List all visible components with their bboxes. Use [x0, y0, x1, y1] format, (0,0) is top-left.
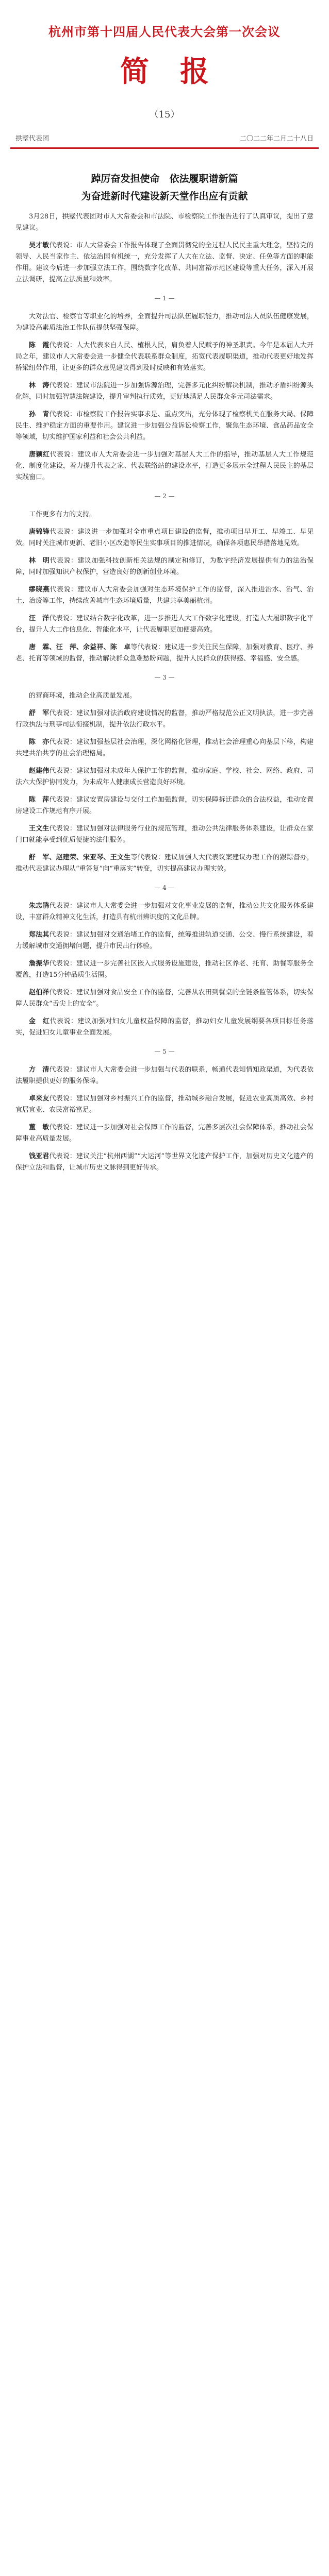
paragraph: 缪晓燕代表说：建议市人大常委会加强对生态环境保护工作的监督，深入推进治水、治气、治土、治废等工作，持续改善城市生态环境质量，共建共享美丽杭州。 — [15, 586, 314, 605]
page-number: — 3 — — [154, 674, 175, 681]
paragraph: 孙 青代表说：市检察院工作报告实事求是、重点突出，充分体现了检察机关在服务大局、保障民生、维护稳定方面的重要作用。建议进一步加强公益诉讼检察工作，聚焦生态环境、食品药品安全等领域，切实维护国家利益和社会公共利益。 — [15, 411, 314, 441]
headline-line-2: 为奋进新时代建设新天堂作出应有贡献 — [81, 191, 248, 202]
issue-number: （15） — [149, 109, 180, 120]
page-number: — 5 — — [154, 1048, 175, 1055]
briefing-title: 简报 — [120, 55, 240, 89]
paragraph: 唐颖红代表说：建议市人大常委会进一步加强对基层人大工作的指导，推动基层人大工作规范化、制度化建设，着力提升代表之家、代表联络站的建设水平，打造更多展示全过程人民民主的基层实践窗口。 — [15, 451, 314, 481]
paragraph: 3月28日，拱墅代表团对市人大常委会和市法院、市检察院工作报告进行了认真审议，提出了意见建议。 — [15, 213, 314, 232]
paragraph: 的营商环境，推动企业高质量发展。 — [29, 692, 137, 700]
paragraph: 赵建伟代表说：建议加强对未成年人保护工作的监督，推动家庭、学校、社会、网络、政府、司法六大保护协同发力，为未成年人健康成长营造良好环境。 — [15, 767, 314, 786]
paragraph: 詹振华代表说：建议进一步完善社区嵌入式服务设施建设，推动社区养老、托育、助餐等服务全覆盖，打造15分钟品质生活圈。 — [15, 960, 314, 979]
article-headline — [10, 170, 319, 205]
paragraph: 舒 军代表说：建议加强对法治政府建设情况的监督，推动严格规范公正文明执法，进一步完善行政执法与刑事司法衔接机制，提升依法行政水平。 — [15, 709, 314, 728]
delegation-name: 拱墅代表团 — [15, 135, 50, 143]
headline-line-1: 踔厉奋发担使命 依法履职谱新篇 — [91, 173, 238, 184]
paragraph: 钱亚君代表说：建议关注“杭州西湖”“大运河”等世界文化遗产保护工作，加强对历史文化遗产的保护立法和监督，让城市历史文脉得到更好传承。 — [15, 1153, 314, 1172]
page-number: — 4 — — [154, 884, 175, 891]
paragraph: 朱志鹃代表说：建议市人大常委会进一步加强对文化事业发展的监督，推动公共文化服务体系建设，丰富群众精神文化生活，打造具有杭州辨识度的文化品牌。 — [15, 902, 314, 921]
page-number: — 1 — — [154, 295, 175, 302]
paragraph: 工作更多有力的支持。 — [29, 511, 96, 518]
paragraph: 王文生代表说：建议加强对法律服务行业的规范管理，推动公共法律服务体系建设，让群众在家门口就能享受到优质便捷的法律服务。 — [15, 825, 314, 844]
paragraph: 方 清代表说：建议市人大常委会进一步加强与代表的联系，畅通代表知情知政渠道，为代表依法履职提供更好的服务保障。 — [15, 1066, 314, 1085]
paragraph: 唐锦锋代表说：建议进一步加强对全市重点项目建设的监督，推动项目早开工、早竣工、早见效。同时关注城市更新、老旧小区改造等民生实事项目的推进情况，确保各项惠民举措落地见效。 — [15, 528, 314, 547]
paragraph: 郑法其代表说：建议加强对交通治堵工作的监督，统筹推进轨道交通、公交、慢行系统建设，着力缓解城市交通拥堵问题，提升市民出行体验。 — [15, 931, 314, 950]
header-divider — [10, 147, 319, 149]
paragraph: 汪 洋代表说：建议结合数字化改革，进一步推进人大工作数字化建设，打造人大履职数字化平台，提升人大工作信息化、智能化水平，让代表履职更加便捷高效。 — [15, 615, 314, 634]
paragraph: 董 敏代表说：建议进一步加强对社会保障工作的监督，完善多层次社会保障体系，推动社会保障事业高质量发展。 — [15, 1124, 314, 1143]
paragraph: 林 明代表说：建议加强科技创新相关法规的制定和修订，为数字经济发展提供有力的法治保障，同时加强知识产权保护，营造良好的创新创业环境。 — [15, 557, 314, 576]
paragraph: 卓来友代表说：建议加强对乡村振兴工作的监督，推动城乡融合发展，促进农业高质高效、乡村宜居宜业、农民富裕富足。 — [15, 1095, 314, 1114]
paragraph: 赵伯祥代表说：建议加强对食品安全工作的监督，完善从农田到餐桌的全链条监管体系，切实保障人民群众“舌尖上的安全”。 — [15, 989, 314, 1008]
paragraph: 陈 萍代表说：建议安置房建设与交付工作加强监督，切实保障拆迁群众的合法权益，推动安置房建设工作规范有序开展。 — [15, 796, 314, 815]
org-title: 杭州市第十四届人民代表大会第一次会议 — [48, 24, 281, 39]
paragraph: 舒 军、赵建荣、宋亚琴、王文生等代表说：建议加强人大代表议案建议办理工作的跟踪督办，推动代表建议办理从“重答复”向“重落实”转变，切实提高建议办理实效。 — [15, 854, 314, 873]
page-number: — 2 — — [154, 493, 175, 500]
meta-row — [15, 133, 314, 143]
paragraph: 金 红代表说：建议加强对妇女儿童权益保障的监督，推动妇女儿童发展纲要各项目标任务落实，促进妇女儿童事业全面发展。 — [15, 1018, 314, 1037]
paragraph: 唐 霖、汪 萍、余益祥、陈 卓等代表说：建议进一步关注民生保障，加强对教育、医疗、养老、托育等领域的监督，推动解决群众急难愁盼问题，提升人民群众的获得感、幸福感、安全感。 — [15, 643, 314, 663]
paragraph: 陈 亦代表说：建议加强基层社会治理，深化网格化管理，推动社会治理重心向基层下移，构建共建共治共享的社会治理格局。 — [15, 738, 314, 757]
paragraph: 陈 霞代表说：人大代表来自人民、植根人民，肩负着人民赋予的神圣职责。今年是本届人大开局之年，建议市人大常委会进一步健全代表联系群众制度，拓宽代表履职渠道，推动代表更好地发挥桥梁纽带作用，让更多的群众意见建议得到及时反映和有效落实。 — [15, 342, 314, 372]
article-body — [15, 211, 314, 1180]
paragraph: 大对法官、检察官等职业化的培养，全面提升司法队伍履职能力，推动司法人员队伍健康发展，为建设高素质法治工作队伍提供坚强保障。 — [15, 313, 314, 332]
paragraph: 林 涛代表说：建议市法院进一步加强诉源治理，完善多元化纠纷解决机制，推动矛盾纠纷源头化解，同时加强智慧法院建设，提升审判执行质效，更好地满足人民群众多元司法需求。 — [15, 382, 314, 401]
issue-date: 二〇二二年二月二十八日 — [239, 135, 314, 143]
paragraph: 吴才敏代表说：市人大常委会工作报告体现了全面贯彻党的全过程人民民主重大理念，坚持党的领导、人民当家作主、依法治国有机统一，充分发挥了人大在立法、监督、决定、任免等方面的职能作用。建议今后进一步加强立法工作，围绕数字化改革、共同富裕示范区建设等重大任务，深入开展立法调研，提高立法质量和效率。 — [15, 242, 314, 283]
